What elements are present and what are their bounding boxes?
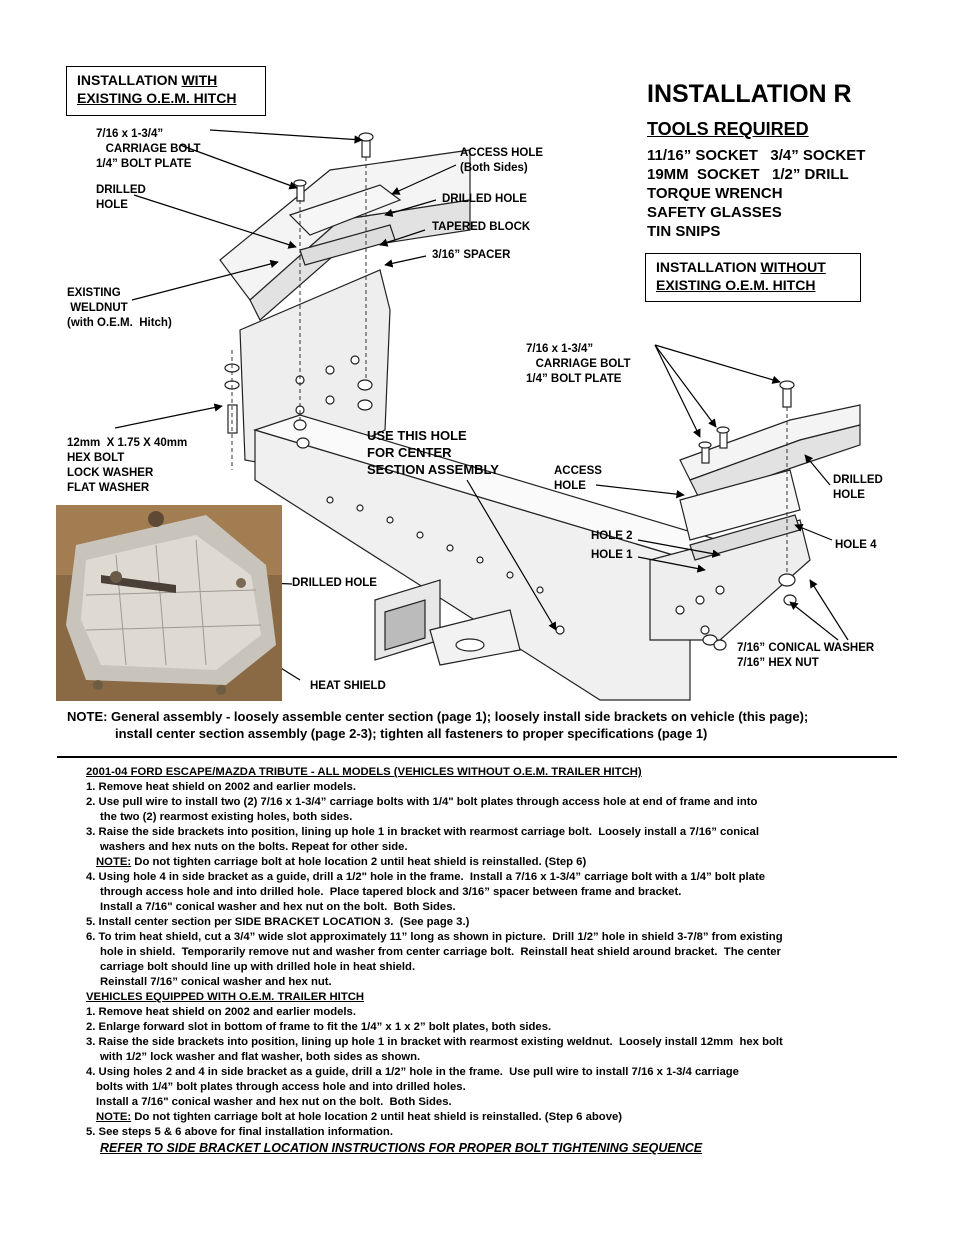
label-drilled-hole-photo: DRILLED HOLE [292,577,377,589]
label-drilled-hole-top: DRILLED HOLE [442,193,527,205]
without-oem-line2: EXISTING O.E.M. HITCH [656,277,816,293]
tool-item: SAFETY GLASSES [647,204,782,221]
step-cont: Reinstall 7/16” conical washer and hex nut. [100,976,332,988]
step-cont: bolts with 1/4” bolt plates through access hole and into drilled holes. [96,1081,466,1093]
label-hole-1: HOLE 1 [591,549,633,561]
label-hex-bolt: 12mm X 1.75 X 40mm HEX BOLT LOCK WASHER FLAT WASHER [67,437,188,494]
section-heading-without-hitch: 2001-04 FORD ESCAPE/MAZDA TRIBUTE - ALL MODELS (VEHICLES WITHOUT O.E.M. TRAILER HITCH) [86,766,642,778]
without-oem-line1: INSTALLATION WITHOUT [656,259,826,275]
step: 4. Using hole 4 in side bracket as a guide, drill a 1/2" hole in the frame. Install a 7/16 x 1-3/4” carriage bolt with a 1/4” bolt plate [86,871,765,883]
label-heat-shield: HEAT SHIELD [310,680,386,692]
step: 5. See steps 5 & 6 above for final installation information. [86,1126,393,1138]
step: 1. Remove heat shield on 2002 and earlier models. [86,1006,356,1018]
label-left-carriage-bolt: 7/16 x 1-3/4” CARRIAGE BOLT 1/4” BOLT PLATE [96,128,201,170]
step: 3. Raise the side brackets into position, lining up hole 1 in bracket with rearmost existing weldnut. Loosely install 12mm hex bolt [86,1036,783,1048]
label-use-this-hole: USE THIS HOLE FOR CENTER SECTION ASSEMBLY [367,428,499,477]
label-hole-4: HOLE 4 [835,539,877,551]
with-oem-line1: INSTALLATION WITH [77,72,218,88]
label-drilled-hole-right: DRILLED HOLE [833,474,883,501]
tool-item: 11/16” SOCKET 3/4” SOCKET [647,147,866,164]
instructions [86,765,906,1157]
label-right-carriage-bolt: 7/16 x 1-3/4” CARRIAGE BOLT 1/4” BOLT PLATE [526,343,631,385]
step-cont: with 1/2” lock washer and flat washer, both sides as shown. [100,1051,421,1063]
step: 1. Remove heat shield on 2002 and earlier models. [86,781,356,793]
step-cont: carriage bolt should line up with drilled hole in heat shield. [100,961,416,973]
step: 5. Install center section per SIDE BRACKET LOCATION 3. (See page 3.) [86,916,470,928]
label-access-hole-both: ACCESS HOLE (Both Sides) [460,147,544,174]
step: 2. Use pull wire to install two (2) 7/16 x 1-3/4” carriage bolts with 1/4" bolt plates through access hole at end of frame and into [86,796,758,808]
tool-item: TORQUE WRENCH [647,185,783,202]
heat-shield-photo-svg [56,505,282,701]
label-tapered-block: TAPERED BLOCK [432,221,531,233]
refer-note: REFER TO SIDE BRACKET LOCATION INSTRUCTIONS FOR PROPER BOLT TIGHTENING SEQUENCE [100,1141,703,1155]
label-existing-weldnut: EXISTING WELDNUT (with O.E.M. Hitch) [67,287,172,329]
note-line-1: NOTE: General assembly - loosely assemble center section (page 1); loosely install side brackets on vehicle (this page); [67,709,809,724]
step-cont: Install a 7/16" conical washer and hex nut on the bolt. Both Sides. [96,1096,452,1108]
tools-heading: TOOLS REQUIRED [647,119,809,139]
section-heading-with-hitch: VEHICLES EQUIPPED WITH O.E.M. TRAILER HITCH [86,991,365,1003]
with-oem-line2: EXISTING O.E.M. HITCH [77,90,237,106]
note-step-1: NOTE: Do not tighten carriage bolt at hole location 2 until heat shield is reinstalled. (Step 6) [96,856,587,868]
step-cont: Install a 7/16" conical washer and hex nut on the bolt. Both Sides. [100,901,456,913]
step-cont: hole in shield. Temporarily remove nut and washer from center carriage bolt. Reinstall heat shield around bracket. The center [100,946,781,958]
step: 6. To trim heat shield, cut a 3/4” wide slot approximately 11” long as shown in picture. Drill 1/2” hole in shield 3-7/8” from existing [86,931,783,943]
step-cont: the two (2) rearmost existing holes, both sides. [100,811,353,823]
step-cont: washers and hex nuts on the bolts. Repeat for other side. [100,841,408,853]
page-title: INSTALLATION R [647,80,852,108]
tool-item: TIN SNIPS [647,223,721,240]
label-access-hole-right: ACCESS HOLE [554,465,602,492]
step: 4. Using holes 2 and 4 in side bracket as a guide, drill a 1/2” hole in the frame. Use pull wire to install 7/16 x 1-3/4 carriage [86,1066,739,1078]
step-cont: through access hole and into drilled hole. Place tapered block and 3/16” spacer between frame and bracket. [100,886,682,898]
general-note [67,708,907,742]
label-conical-washer: 7/16” CONICAL WASHER 7/16” HEX NUT [737,642,875,669]
note-line-2: install center section assembly (page 2-3); tighten all fasteners to proper specifications (page 1) [115,726,708,741]
divider [57,756,897,758]
heat-shield-photo [56,505,282,701]
label-hole-2: HOLE 2 [591,530,633,542]
note-step-2: NOTE: Do not tighten carriage bolt at hole location 2 until heat shield is reinstalled. (Step 6 above) [96,1111,623,1123]
step: 2. Enlarge forward slot in bottom of frame to fit the 1/4” x 1 x 2” bolt plates, both sides. [86,1021,552,1033]
tool-item: 19MM SOCKET 1/2” DRILL [647,166,849,183]
step: 3. Raise the side brackets into position, lining up hole 1 in bracket with rearmost carriage bolt. Loosely install a 7/16” conical [86,826,759,838]
label-spacer: 3/16” SPACER [432,249,511,261]
label-left-drilled-hole: DRILLED HOLE [96,184,146,211]
